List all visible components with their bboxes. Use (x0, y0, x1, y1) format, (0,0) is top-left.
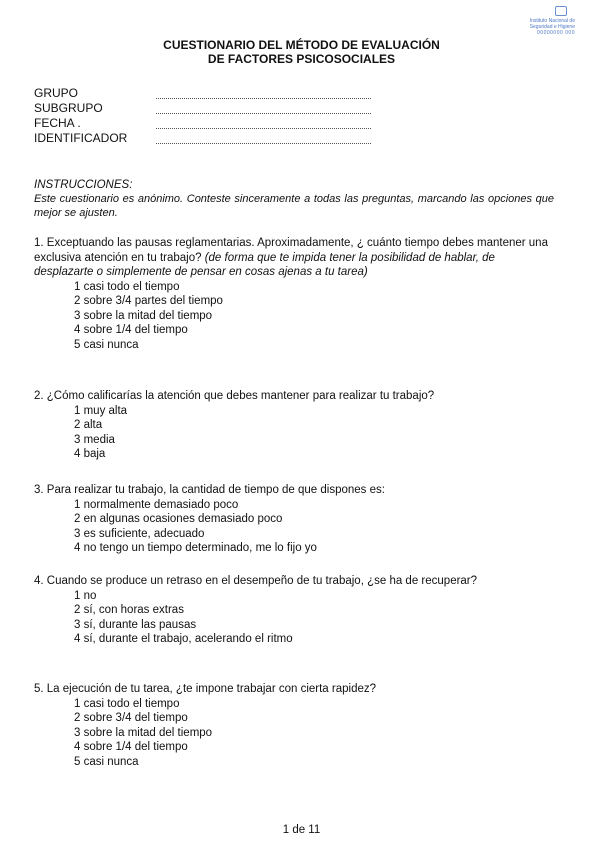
question-stem (34, 574, 554, 589)
option[interactable]: 3 sobre la mitad del tiempo (74, 726, 213, 739)
question-2 (34, 389, 554, 462)
header-fields (34, 86, 371, 146)
option[interactable]: 1 normalmente demasiado poco (74, 498, 239, 511)
option[interactable]: 2 en algunas ocasiones demasiado poco (74, 513, 283, 525)
logo-line-1: Instituto Nacional de (529, 18, 575, 24)
field-blank[interactable] (156, 132, 371, 144)
field-label: FECHA . (34, 116, 81, 130)
option[interactable]: 1 muy alta (74, 404, 128, 417)
option-list (74, 697, 554, 770)
page-number: 1 de 11 (282, 824, 321, 836)
field-blank[interactable] (156, 117, 371, 129)
question-stem (34, 389, 554, 404)
field-fecha[interactable] (34, 116, 371, 131)
field-label: SUBGRUPO (34, 101, 103, 115)
option-list (74, 404, 554, 462)
option[interactable]: 4 sobre 1/4 del tiempo (74, 324, 188, 336)
question-stem (34, 236, 554, 280)
option[interactable]: 1 no (74, 589, 97, 602)
option-list (74, 498, 554, 556)
option-list (74, 589, 554, 647)
option[interactable]: 2 sí, con horas extras (74, 604, 184, 616)
field-blank[interactable] (156, 102, 371, 114)
option[interactable]: 4 baja (74, 448, 106, 460)
field-label: GRUPO (34, 86, 79, 100)
field-label: IDENTIFICADOR (34, 131, 128, 145)
field-identificador[interactable] (34, 131, 371, 146)
question-text: 4. Cuando se produce un retraso en el desempeño de tu trabajo, ¿se ha de recuperar? (34, 575, 478, 587)
option[interactable]: 5 casi nunca (74, 755, 139, 768)
question-text: 3. Para realizar tu trabajo, la cantidad de tiempo de que dispones es: (34, 484, 385, 496)
title-line-1: CUESTIONARIO DEL MÉTODO DE EVALUACIÓN (163, 38, 440, 52)
field-grupo[interactable] (34, 86, 371, 101)
question-stem (34, 483, 554, 498)
document-title (0, 38, 603, 66)
question-3 (34, 483, 554, 556)
option-list (74, 280, 554, 353)
option[interactable]: 2 sobre 3/4 partes del tiempo (74, 295, 223, 307)
institution-logo (505, 6, 575, 36)
option[interactable]: 3 media (74, 433, 115, 446)
option[interactable]: 1 casi todo el tiempo (74, 280, 180, 293)
option[interactable]: 1 casi todo el tiempo (74, 697, 180, 710)
option[interactable]: 4 no tengo un tiempo determinado, me lo fijo yo (74, 542, 317, 554)
option[interactable]: 2 sobre 3/4 del tiempo (74, 712, 188, 724)
instructions-body: Este cuestionario es anónimo. Conteste sinceramente a todas las preguntas, marcando las opciones que mejor se ajusten. (34, 193, 554, 219)
option[interactable]: 2 alta (74, 419, 103, 431)
question-text: 2. ¿Cómo calificarías la atención que debes mantener para realizar tu trabajo? (34, 390, 435, 402)
logo-line-2: Seguridad e Higiene (529, 24, 575, 30)
option[interactable]: 5 casi nunca (74, 338, 139, 351)
field-blank[interactable] (156, 87, 371, 99)
option[interactable]: 3 sí, durante las pausas (74, 618, 197, 631)
field-subgrupo[interactable] (34, 101, 371, 116)
instructions (34, 178, 554, 220)
logo-code: 00000000 000 (537, 30, 575, 36)
option[interactable]: 3 sobre la mitad del tiempo (74, 309, 213, 322)
question-note: (de forma que te impida tener la posibilidad de hablar, de desplazarte o simplemente de pensar en cosas ajenas a tu tarea) (34, 251, 495, 278)
question-stem (34, 682, 554, 697)
question-4 (34, 574, 554, 647)
option[interactable]: 4 sí, durante el trabajo, acelerando el ritmo (74, 633, 293, 645)
question-1 (34, 236, 554, 352)
logo-icon (555, 6, 567, 16)
option[interactable]: 3 es suficiente, adecuado (74, 527, 205, 540)
instructions-heading: INSTRUCCIONES: (34, 179, 133, 191)
question-text: 1. Exceptuando las pausas reglamentarias. Aproximadamente, ¿ cuánto tiempo debes mantener una exclusiva atención en tu trabajo? (34, 237, 548, 264)
question-text: 5. La ejecución de tu tarea, ¿te impone trabajar con cierta rapidez? (34, 683, 377, 695)
title-line-2: DE FACTORES PSICOSOCIALES (207, 52, 396, 66)
question-5 (34, 682, 554, 769)
option[interactable]: 4 sobre 1/4 del tiempo (74, 741, 188, 753)
